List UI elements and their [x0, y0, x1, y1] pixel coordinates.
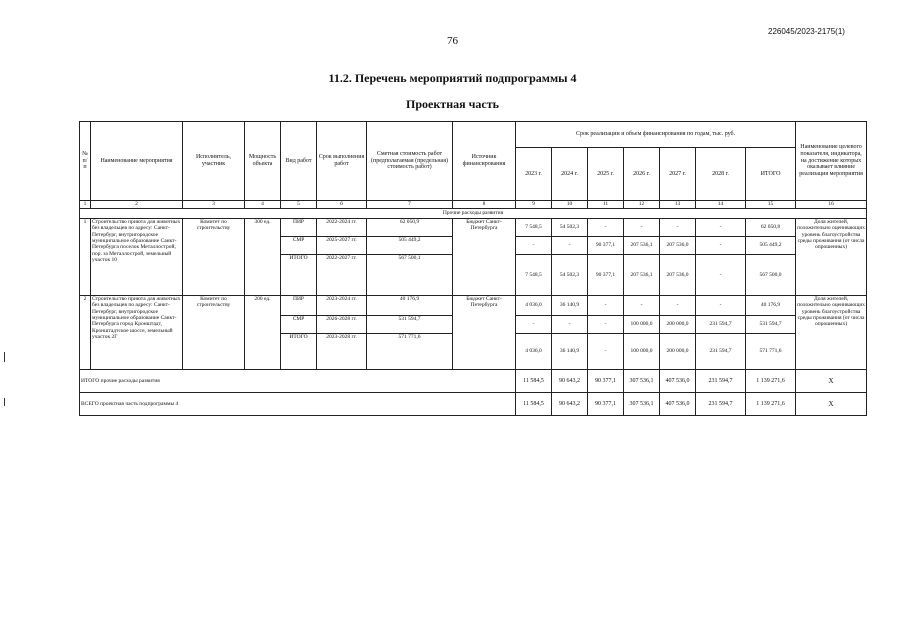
funding-total: 571 771,6 [746, 334, 796, 370]
funding-value: - [696, 255, 746, 296]
work-term: 2022-2027 гг. [317, 255, 367, 296]
funding-value: - [552, 237, 588, 255]
funding-value: 4 036,0 [516, 296, 552, 316]
funding-value: - [552, 316, 588, 334]
funding-total: 1 139 271,6 [746, 370, 796, 393]
funding-value: 11 584,5 [516, 393, 552, 416]
header-indicator: Наименование целевого показателя, индикатора, на достижение которых оказывает влияние реализация мероприятия [796, 122, 867, 201]
funding-value: - [696, 296, 746, 316]
funding-value: 200 000,0 [660, 334, 696, 370]
work-cost: 40 176,9 [367, 296, 453, 316]
section-title: Прочие расходы развития [80, 209, 867, 219]
funding-value: 4 036,0 [516, 334, 552, 370]
funding-value: 231 594,7 [696, 334, 746, 370]
work-type: СМР [281, 316, 317, 334]
funding-value: 200 000,0 [660, 316, 696, 334]
page-subtitle: Проектная часть [406, 97, 499, 111]
header-year: 2027 г. [660, 148, 696, 201]
column-number: 7 [367, 201, 453, 209]
funding-value: 54 502,3 [552, 219, 588, 237]
item-number: 2 [80, 296, 91, 370]
column-number: 1 [80, 201, 91, 209]
work-term: 2025-2027 гг. [317, 237, 367, 255]
total-indicator: Х [796, 370, 867, 393]
item-number: 1 [80, 219, 91, 296]
funding-value: - [660, 296, 696, 316]
work-type: ПИР [281, 219, 317, 237]
work-term: 2026-2028 гг. [317, 316, 367, 334]
funding-total: 40 176,9 [746, 296, 796, 316]
column-number: 14 [696, 201, 746, 209]
column-number: 12 [624, 201, 660, 209]
funding-value: - [696, 219, 746, 237]
column-number: 13 [660, 201, 696, 209]
work-term: 2022-2024 гг. [317, 219, 367, 237]
work-cost: 505 449,2 [367, 237, 453, 255]
funding-value: 231 594,7 [696, 393, 746, 416]
funding-value: - [588, 316, 624, 334]
header-funding-group: Срок реализации и объем финансирования по годам, тыс. руб. [516, 122, 796, 148]
header-year: 2025 г. [588, 148, 624, 201]
item-source: Бюджет Санкт-Петербурга [453, 296, 516, 370]
funding-value: 207 536,0 [660, 237, 696, 255]
funding-total: 62 050,8 [746, 219, 796, 237]
work-type: ИТОГО [281, 334, 317, 370]
page-title: 11.2. Перечень мероприятий подпрограммы 4 [328, 71, 577, 85]
funding-value: - [588, 296, 624, 316]
header-year: 2023 г. [516, 148, 552, 201]
column-number: 4 [245, 201, 281, 209]
header-name: Наименование мероприятия [91, 122, 183, 201]
header-work-type: Вид работ [281, 122, 317, 201]
funding-value: 100 000,0 [624, 334, 660, 370]
column-number: 3 [183, 201, 245, 209]
header-year: 2024 г. [552, 148, 588, 201]
column-number: 10 [552, 201, 588, 209]
funding-value: 231 594,7 [696, 316, 746, 334]
funding-value: 54 502,3 [552, 255, 588, 296]
work-cost: 531 594,7 [367, 316, 453, 334]
work-cost: 567 500,1 [367, 255, 453, 296]
header-year: 2028 г. [696, 148, 746, 201]
work-type: СМР [281, 237, 317, 255]
item-name: Строительство приюта для животных без владельцев по адресу: Санкт-Петербург, внутригородское муниципальное образование Санкт-Петербурга город Кронштадт, Кронштадтское шоссе, земельный участок 2Г [91, 296, 183, 370]
funding-value: 90 377,1 [588, 370, 624, 393]
document-number: 226045/2023-2175(1) [768, 27, 845, 36]
header-deadline: Срок выполнения работ [317, 122, 367, 201]
funding-value: 90 377,1 [588, 237, 624, 255]
funding-value: 231 594,7 [696, 370, 746, 393]
funding-value: - [624, 296, 660, 316]
header-capacity: Мощность объекта [245, 122, 281, 201]
item-source: Бюджет Санкт-Петербурга [453, 219, 516, 296]
funding-value: 207 536,0 [660, 255, 696, 296]
header-cost: Сметная стоимость работ (предполагаемая (предельная) стоимость работ) [367, 122, 453, 201]
funding-value: - [588, 334, 624, 370]
column-number: 5 [281, 201, 317, 209]
column-number: 8 [453, 201, 516, 209]
column-number: 9 [516, 201, 552, 209]
table-row [80, 219, 867, 237]
funding-total: 505 449,2 [746, 237, 796, 255]
item-executor: Комитет по строительству [183, 296, 245, 370]
funding-total: 1 139 271,6 [746, 393, 796, 416]
funding-value: 207 536,1 [624, 237, 660, 255]
work-cost: 571 771,6 [367, 334, 453, 370]
funding-value: - [696, 237, 746, 255]
funding-value: - [660, 219, 696, 237]
column-number: 16 [796, 201, 867, 209]
funding-value: 90 377,1 [588, 255, 624, 296]
item-name: Строительство приюта для животных без владельцев по адресу: Санкт-Петербург, внутригородское муниципальное образование Санкт-Петербурга поселок Металлострой, пор. за Металлострой, земельный участок 10 [91, 219, 183, 296]
work-term: 2023-2028 гг. [317, 334, 367, 370]
funding-value: - [516, 237, 552, 255]
funding-total: 567 500,0 [746, 255, 796, 296]
funding-value: - [516, 316, 552, 334]
total-row [80, 393, 867, 416]
funding-value: 407 536,0 [660, 393, 696, 416]
funding-value: 307 536,1 [624, 393, 660, 416]
item-executor: Комитет по строительству [183, 219, 245, 296]
total-label: ИТОГО прочие расходы развития [80, 370, 516, 393]
work-term: 2023-2024 гг. [317, 296, 367, 316]
total-indicator: Х [796, 393, 867, 416]
column-number: 6 [317, 201, 367, 209]
activities-table [79, 121, 867, 416]
item-capacity: 200 ед. [245, 296, 281, 370]
funding-value: - [624, 219, 660, 237]
table-row [80, 296, 867, 316]
funding-value: 7 548,5 [516, 219, 552, 237]
funding-value: 207 536,1 [624, 255, 660, 296]
column-number: 11 [588, 201, 624, 209]
work-type: ПИР [281, 296, 317, 316]
header-source: Источник финансирования [453, 122, 516, 201]
work-type: ИТОГО [281, 255, 317, 296]
column-number: 15 [746, 201, 796, 209]
funding-value: 90 643,2 [552, 393, 588, 416]
scan-margin-mark [4, 352, 5, 362]
page-number: 76 [447, 35, 458, 47]
header-year: 2026 г. [624, 148, 660, 201]
total-label: ВСЕГО проектная часть подпрограммы 4 [80, 393, 516, 416]
funding-value: 307 536,1 [624, 370, 660, 393]
header-total: ИТОГО [746, 148, 796, 201]
scan-margin-mark [4, 398, 5, 406]
funding-value: 36 140,9 [552, 296, 588, 316]
column-number: 2 [91, 201, 183, 209]
funding-value: 90 643,2 [552, 370, 588, 393]
item-capacity: 300 ед. [245, 219, 281, 296]
item-indicator: Доля жителей, положительно оценивающих уровень благоустройства среды проживания (от числа опрошенных) [796, 296, 867, 370]
total-row [80, 370, 867, 393]
funding-value: 100 000,0 [624, 316, 660, 334]
header-no: № п/п [80, 122, 91, 201]
funding-value: - [588, 219, 624, 237]
funding-value: 407 536,0 [660, 370, 696, 393]
funding-value: 90 377,1 [588, 393, 624, 416]
funding-total: 531 594,7 [746, 316, 796, 334]
funding-value: 11 584,5 [516, 370, 552, 393]
funding-value: 36 140,9 [552, 334, 588, 370]
header-executor: Исполнитель, участник [183, 122, 245, 201]
funding-value: 7 548,5 [516, 255, 552, 296]
item-indicator: Доля жителей, положительно оценивающих уровень благоустройства среды проживания (от числа опрошенных) [796, 219, 867, 296]
work-cost: 62 050,9 [367, 219, 453, 237]
